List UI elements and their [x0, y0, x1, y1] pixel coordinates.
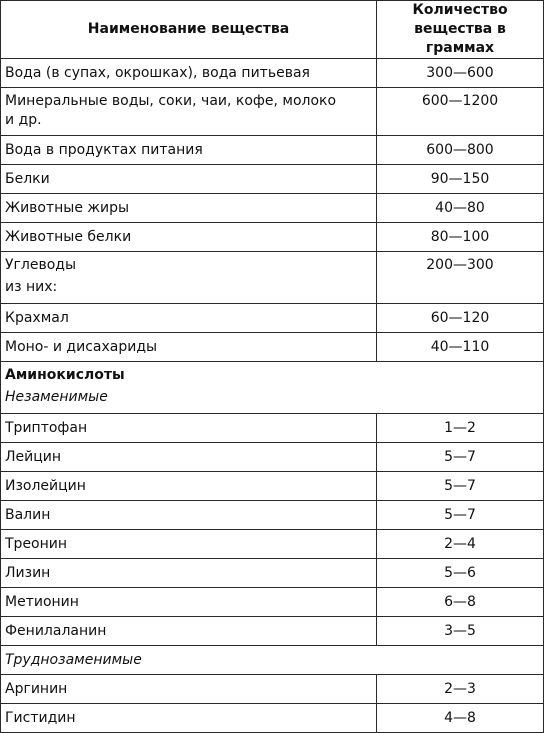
row-value: 2—3 [377, 675, 544, 704]
row-name: Вода в продуктах питания [1, 136, 377, 165]
row-value: 5—7 [377, 501, 544, 530]
row-name: Метионин [1, 588, 377, 617]
row-name-line1: Минеральные воды, соки, чаи, кофе, молоко [5, 93, 337, 109]
table-row [1, 194, 544, 223]
row-name: Лейцин [1, 443, 377, 472]
row-value: 60—120 [377, 304, 544, 333]
row-value: 40—80 [377, 194, 544, 223]
section-row [1, 646, 544, 675]
row-name [1, 252, 377, 304]
table-row [1, 443, 544, 472]
table-row [1, 414, 544, 443]
table-row [1, 675, 544, 704]
row-name: Лизин [1, 559, 377, 588]
row-name: Фенилаланин [1, 617, 377, 646]
row-name: Моно- и дисахариды [1, 333, 377, 362]
row-value: 600—800 [377, 136, 544, 165]
table-row [1, 223, 544, 252]
table-row [1, 530, 544, 559]
row-name: Изолейцин [1, 472, 377, 501]
row-name: Вода (в супах, окрошках), вода питьевая [1, 59, 377, 88]
section-title: Аминокислоты [5, 367, 125, 383]
row-value: 80—100 [377, 223, 544, 252]
row-name: Крахмал [1, 304, 377, 333]
table-row [1, 59, 544, 88]
row-name: Триптофан [1, 414, 377, 443]
semi-essential-subtitle: Труднозаменимые [1, 646, 544, 675]
table-row [1, 252, 544, 304]
row-value: 1—2 [377, 414, 544, 443]
table-row [1, 88, 544, 136]
row-value: 600—1200 [377, 88, 544, 136]
row-name: Треонин [1, 530, 377, 559]
table-header-row [1, 1, 544, 59]
table-row [1, 704, 544, 733]
row-name [1, 88, 377, 136]
amino-section-header [1, 362, 544, 414]
row-value: 90—150 [377, 165, 544, 194]
row-value: 6—8 [377, 588, 544, 617]
row-value: 5—6 [377, 559, 544, 588]
table-row [1, 588, 544, 617]
row-value: 3—5 [377, 617, 544, 646]
header-quantity-line2: вещества в граммах [414, 21, 506, 56]
row-name: Белки [1, 165, 377, 194]
row-value: 5—7 [377, 443, 544, 472]
header-quantity [377, 1, 544, 59]
row-value: 2—4 [377, 530, 544, 559]
table-row [1, 333, 544, 362]
table-row [1, 304, 544, 333]
table-row [1, 472, 544, 501]
header-quantity-line1: Количество [412, 2, 508, 18]
row-name-line2: и др. [5, 112, 42, 128]
table-row [1, 136, 544, 165]
section-row [1, 362, 544, 414]
table-row [1, 165, 544, 194]
row-name: Животные жиры [1, 194, 377, 223]
row-value: 40—110 [377, 333, 544, 362]
row-value: 5—7 [377, 472, 544, 501]
table-row [1, 617, 544, 646]
section-subtitle: Незаменимые [5, 389, 108, 405]
row-name-line2: из них: [5, 279, 58, 295]
row-name-line1: Углеводы [5, 257, 76, 273]
table-row [1, 501, 544, 530]
row-value: 300—600 [377, 59, 544, 88]
row-value: 200—300 [377, 252, 544, 304]
row-name: Валин [1, 501, 377, 530]
row-name: Гистидин [1, 704, 377, 733]
header-name: Наименование вещества [1, 1, 377, 59]
table-row [1, 559, 544, 588]
row-name: Аргинин [1, 675, 377, 704]
row-name: Животные белки [1, 223, 377, 252]
row-value: 4—8 [377, 704, 544, 733]
